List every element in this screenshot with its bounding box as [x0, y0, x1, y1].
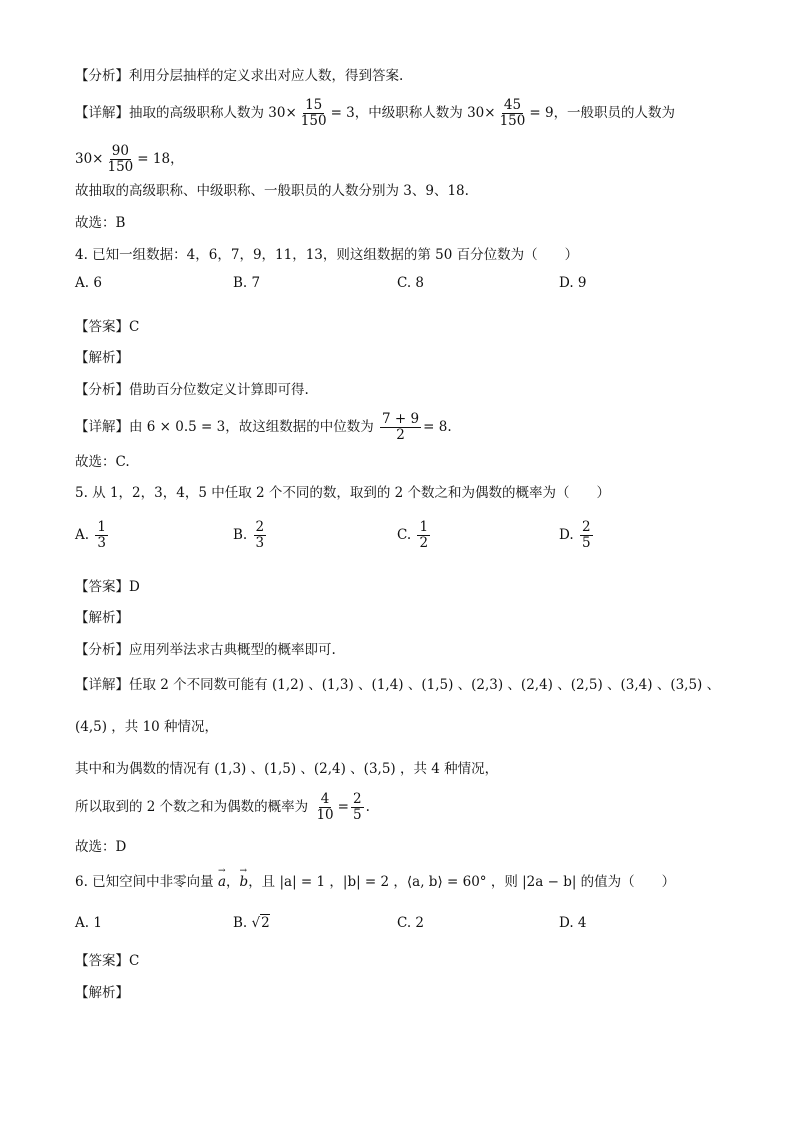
- q5-detail-4: 所以取到的 2 个数之和为偶数的概率为 $\frac{4}{10}$ = $\frac{2}{5}$ .: [75, 791, 370, 823]
- q5-analysis: 【分析】应用列举法求古典概型的概率即可.: [75, 642, 336, 658]
- fraction: $\frac{2}{5}$: [352, 791, 362, 823]
- analysis-line-1: 【分析】利用分层抽样的定义求出对应人数，得到答案.: [75, 68, 404, 84]
- fraction: $\frac{45}{150}$: [499, 97, 526, 129]
- q6-option-c: C. 2: [397, 915, 425, 931]
- sqrt-sign: √: [251, 915, 261, 931]
- q4-choice: 故选：C.: [75, 454, 130, 470]
- fraction: $\frac{2}{5}$: [581, 519, 591, 551]
- q6-jiexi: 【解析】: [75, 985, 129, 1001]
- vector-b: → b: [240, 872, 249, 892]
- q6-option-d: D. 4: [559, 915, 587, 931]
- q6-answer: 【答案】C: [75, 953, 140, 969]
- detail-line-2: 30× $\frac{90}{150}$ = 18，: [75, 143, 184, 175]
- fraction: $\frac{15}{150}$: [300, 97, 327, 129]
- q4-analysis: 【分析】借助百分位数定义计算即可得.: [75, 382, 309, 398]
- q5-choice: 故选：D: [75, 839, 127, 855]
- q4-answer: 【答案】C: [75, 319, 140, 335]
- fraction: $\frac{1}{2}$: [419, 519, 429, 551]
- q5-option-b: B. $\frac{2}{3}$: [233, 519, 265, 551]
- choice-line: 故选：B: [75, 215, 126, 231]
- q5-option-c: C. $\frac{1}{2}$: [397, 519, 429, 551]
- question-4-stem: 4. 已知一组数据：4，6，7，9，11，13，则这组数据的第 50 百分位数为（ ）: [75, 247, 579, 263]
- fraction: $\frac{4}{10}$: [316, 791, 334, 823]
- question-6-stem: 6. 已知空间中非零向量 → a，→ b，且 |a| = 1 ，|b| = 2 ，⟨a, b⟩ = 60° ，则 |2a − b| 的值为（ ）: [75, 872, 675, 892]
- q6-option-b: B. √2: [233, 915, 270, 931]
- q5-option-d: D. $\frac{2}{5}$: [559, 519, 591, 551]
- vector-a: → a: [218, 872, 226, 892]
- q4-detail: 【详解】由 6 × 0.5 = 3，故这组数据的中位数为 $\frac{7 + 9}{2}$ = 8.: [75, 411, 452, 443]
- q5-detail-1: 【详解】任取 2 个不同数可能有 (1,2) 、(1,3) 、(1,4) 、(1,5) 、(2,3) 、(2,4) 、(2,5) 、(3,4) 、(3,5) 、: [75, 677, 721, 693]
- q4-option-d: D. 9: [559, 275, 587, 291]
- conclusion-line: 故抽取的高级职称、中级职称、一般职员的人数分别为 3、9、18.: [75, 183, 469, 199]
- q4-jiexi: 【解析】: [75, 350, 129, 366]
- q5-option-a: A. $\frac{1}{3}$: [75, 519, 106, 551]
- q5-detail-2: (4,5) ，共 10 种情况，: [75, 719, 219, 735]
- fraction: $\frac{90}{150}$: [107, 143, 134, 175]
- fraction: $\frac{7 + 9}{2}$: [382, 411, 420, 443]
- q5-jiexi: 【解析】: [75, 610, 129, 626]
- fraction: $\frac{2}{3}$: [255, 519, 265, 551]
- q5-detail-3: 其中和为偶数的情况有 (1,3) 、(1,5) 、(2,4) 、(3,5) ，共 4 种情况，: [75, 761, 499, 777]
- detail-line-1: 【详解】抽取的高级职称人数为 30× $\frac{15}{150}$ = 3，中级职称人数为 30× $\frac{45}{150}$ = 9，一般职员的人数为: [75, 97, 676, 129]
- q4-option-a: A. 6: [75, 275, 102, 291]
- q5-answer: 【答案】D: [75, 579, 140, 595]
- fraction: $\frac{1}{3}$: [97, 519, 106, 551]
- q4-option-c: C. 8: [397, 275, 425, 291]
- q4-option-b: B. 7: [233, 275, 261, 291]
- q6-option-a: A. 1: [75, 915, 102, 931]
- question-5-stem: 5. 从 1，2，3，4，5 中任取 2 个不同的数，取到的 2 个数之和为偶数的概率为（ ）: [75, 485, 611, 501]
